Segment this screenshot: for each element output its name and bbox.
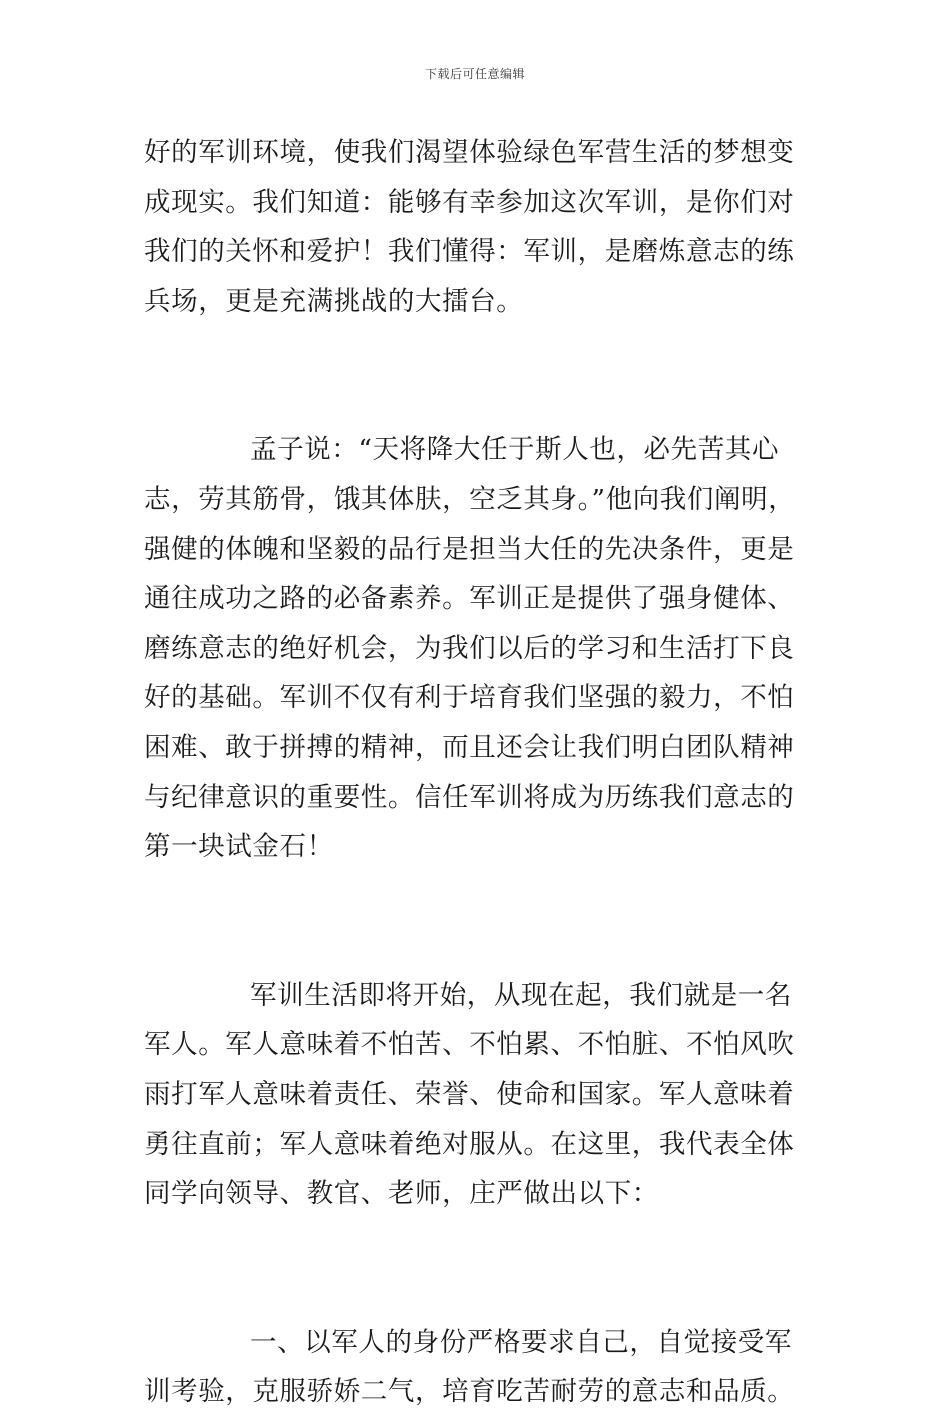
document-body bbox=[144, 128, 809, 1417]
page-header: 下载后可任意编辑 bbox=[424, 67, 525, 81]
paragraph-3: 军训生活即将开始，从现在起，我们就是一名军人。军人意味着不怕苦、不怕累、不怕脏、不怕风吹雨打军人意味着责任、荣誉、使命和国家。军人意味着勇往直前；军人意味着绝对服从。在这里，我代表全体同学向领导、教官、老师，庄严做出以下： bbox=[144, 979, 795, 1210]
paragraph-spacer bbox=[144, 872, 809, 971]
paragraph-spacer bbox=[144, 326, 809, 425]
paragraph-1: 好的军训环境，使我们渴望体验绿色军营生活的梦想变成现实。我们知道：能够有幸参加这次军训，是你们对我们的关怀和爱护！我们懂得：军训，是磨炼意志的练兵场，更是充满挑战的大擂台。 bbox=[144, 137, 795, 317]
paragraph-4: 一、以军人的身份严格要求自己，自觉接受军训考验，克服骄娇二气，培育吃苦耐劳的意志和品质。 bbox=[144, 1326, 795, 1408]
paragraph-spacer bbox=[144, 1219, 809, 1318]
paragraph-2: 孟子说：“天将降大任于斯人也，必先苦其心志，劳其筋骨，饿其体肤，空乏其身。”他向我们阐明，强健的体魄和坚毅的品行是担当大任的先决条件，更是通往成功之路的必备素养。军训正是提供了强身健体、磨练意志的绝好机会，为我们以后的学习和生活打下良好的基础。军训不仅有利于培育我们坚强的毅力，不怕困难、敢于拼搏的精神，而且还会让我们明白团队精神与纪律意识的重要性。信任军训将成为历练我们意志的第一块试金石！ bbox=[144, 434, 796, 863]
